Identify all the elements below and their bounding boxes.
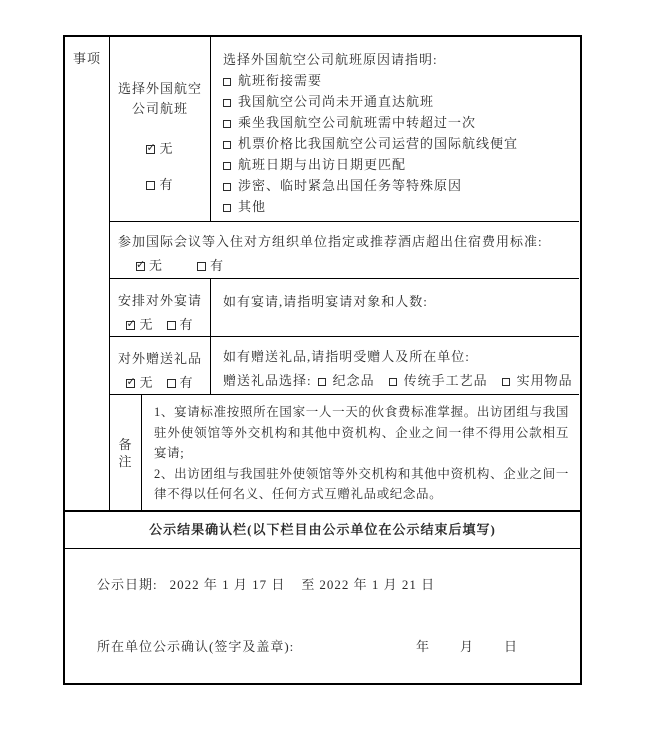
banquet-option-has[interactable] (167, 314, 194, 333)
checkbox-unchecked-icon[interactable] (223, 183, 231, 191)
remark-item-2: 2、出访团组与我国驻外使领馆等外交机构和其他中资机构、企业之间一律不得以任何名义、任何方式互赠礼品或纪念品。 (154, 466, 569, 502)
gift-option-handicraft-label: 传统手工艺品 (403, 373, 488, 388)
checkbox-unchecked-icon[interactable] (223, 141, 231, 149)
checkbox-checked-icon[interactable] (136, 262, 145, 271)
airline-reasons-cell (211, 37, 579, 221)
checkbox-unchecked-icon[interactable] (223, 204, 231, 212)
remarks-text-cell (142, 395, 579, 510)
reason-item (223, 175, 575, 196)
reason-item (223, 154, 575, 175)
publicity-date-to: 2022 年 1 月 21 日 (319, 577, 436, 592)
form-upper-section (65, 37, 580, 510)
checkbox-checked-icon[interactable] (146, 145, 155, 154)
checkbox-unchecked-icon[interactable] (223, 162, 231, 170)
gifts-row (110, 336, 579, 394)
gifts-option-none-label: 无 (139, 375, 154, 390)
checkbox-unchecked-icon[interactable] (318, 378, 326, 386)
reason-label: 其他 (238, 199, 267, 214)
month-label: 月 (459, 639, 474, 654)
confirmation-body (65, 548, 580, 683)
airline-option-none[interactable] (146, 138, 173, 157)
hotel-option-has[interactable] (197, 255, 224, 274)
airline-reasons-title: 选择外国航空公司航班原因请指明: (223, 52, 438, 67)
publicity-date-label: 公示日期: (97, 577, 158, 592)
unit-confirm-label: 所在单位公示确认(签字及盖章): (97, 639, 295, 654)
form-table (63, 35, 582, 685)
reason-item (223, 112, 575, 133)
gift-option-handicraft[interactable] (389, 373, 488, 388)
gifts-option-none[interactable] (126, 372, 153, 391)
publicity-date-to-label: 至 (301, 577, 316, 592)
gift-choice-label: 赠送礼品选择: (223, 373, 312, 388)
hotel-option-has-label: 有 (210, 258, 225, 273)
reason-label: 我国航空公司尚未开通直达航班 (238, 94, 435, 109)
gift-option-practical[interactable] (502, 373, 573, 388)
publicity-date-from: 2022 年 1 月 17 日 (169, 577, 286, 592)
airline-option-has[interactable] (146, 174, 173, 193)
checkbox-unchecked-icon[interactable] (502, 378, 510, 386)
checkbox-checked-icon[interactable] (126, 321, 135, 330)
banquet-title: 安排对外宴请 (117, 293, 202, 308)
checkbox-unchecked-icon[interactable] (223, 120, 231, 128)
banquet-option-none-label: 无 (139, 317, 154, 332)
checkbox-unchecked-icon[interactable] (167, 321, 176, 330)
reason-label: 航班日期与出访日期更匹配 (238, 157, 407, 172)
gifts-option-has-label: 有 (179, 375, 194, 390)
checkbox-unchecked-icon[interactable] (167, 379, 176, 388)
gift-option-practical-label: 实用物品 (516, 373, 573, 388)
airline-left-cell (110, 37, 211, 221)
banquet-left-cell (110, 279, 211, 336)
reason-item (223, 70, 575, 91)
confirmation-header: 公示结果确认栏(以下栏目由公示单位在公示结束后填写) (65, 510, 580, 548)
banquet-option-has-label: 有 (179, 317, 194, 332)
remarks-label: 备注 (118, 436, 133, 469)
gifts-left-cell (110, 337, 211, 394)
gifts-note: 如有赠送礼品,请指明受赠人及所在单位: (223, 349, 470, 364)
section-label-cell (65, 37, 110, 510)
reason-item (223, 91, 575, 112)
gifts-option-has[interactable] (167, 372, 194, 391)
gift-option-souvenir[interactable] (318, 373, 375, 388)
gifts-title: 对外赠送礼品 (117, 351, 202, 366)
airline-option-none-label: 无 (159, 141, 174, 156)
banquet-option-none[interactable] (126, 314, 153, 333)
remark-item-1: 1、宴请标准按照所在国家一人一天的伙食费标准掌握。出访团组与我国驻外使领馆等外交机构和其他中资机构、企业之间一律不得用公款相互宴请; (154, 405, 569, 461)
gift-option-souvenir-label: 纪念品 (332, 373, 375, 388)
reason-label: 涉密、临时紧急出国任务等特殊原因 (238, 178, 463, 193)
reason-label: 机票价格比我国航空公司运营的国际航线便宜 (238, 136, 519, 151)
gifts-note-cell (211, 337, 579, 394)
remarks-label-cell (110, 395, 142, 510)
checkbox-unchecked-icon[interactable] (223, 78, 231, 86)
reason-item (223, 196, 575, 217)
remarks-row (110, 394, 579, 510)
reason-label: 乘坐我国航空公司航班需中转超过一次 (238, 115, 477, 130)
airline-row (110, 37, 579, 221)
unit-confirm-line (97, 636, 580, 655)
publicity-date-line (97, 574, 580, 593)
hotel-option-none[interactable] (136, 255, 163, 274)
airline-title: 选择外国航空公司航班 (117, 81, 202, 116)
reason-label: 航班衔接需要 (238, 73, 323, 88)
hotel-row (110, 221, 579, 278)
reason-item (223, 133, 575, 154)
banquet-row (110, 278, 579, 336)
airline-option-has-label: 有 (159, 177, 174, 192)
checkbox-unchecked-icon[interactable] (146, 181, 155, 190)
checkbox-unchecked-icon[interactable] (197, 262, 206, 271)
section-label: 事项 (72, 51, 101, 66)
year-label: 年 (415, 639, 430, 654)
checkbox-checked-icon[interactable] (126, 379, 135, 388)
checkbox-unchecked-icon[interactable] (223, 99, 231, 107)
hotel-standard-text: 参加国际会议等入住对方组织单位指定或推荐酒店超出住宿费用标准: (118, 234, 543, 249)
hotel-option-none-label: 无 (149, 258, 164, 273)
checkbox-unchecked-icon[interactable] (389, 378, 397, 386)
banquet-note: 如有宴请,请指明宴请对象和人数: (223, 294, 428, 309)
day-label: 日 (503, 639, 518, 654)
